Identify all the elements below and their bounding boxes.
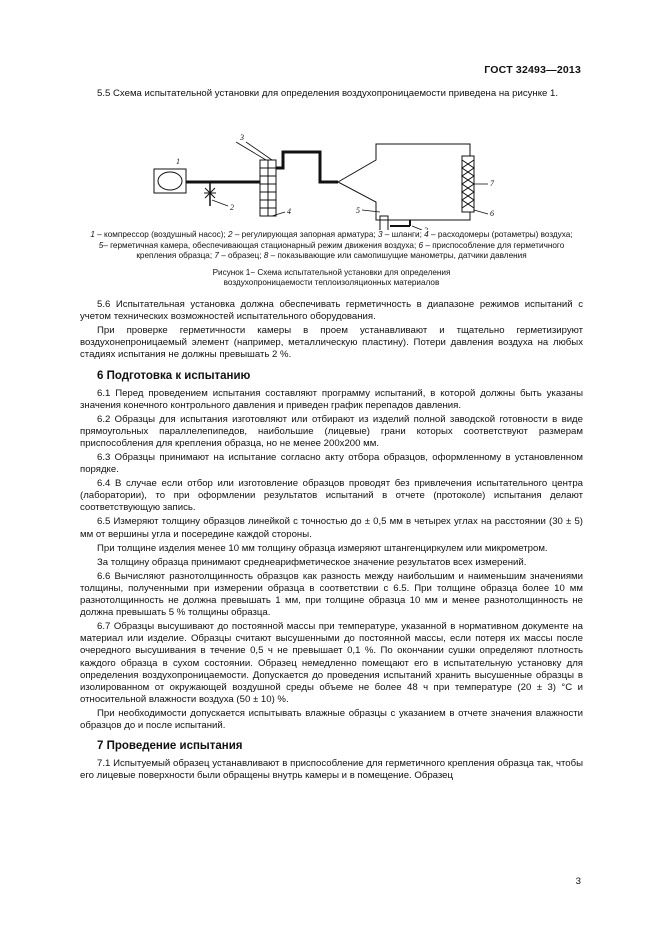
label-4: 4 xyxy=(287,207,291,217)
pressure-gauge xyxy=(380,216,388,230)
paragraph-6-4: 6.4 В случае если отбор или изготовление образцов проводят без привлечения испытательного центра (лаборатории), то при оформлении результатов испытаний в отчете (протоколе) испытания делают соответствующую запись. xyxy=(80,478,583,514)
label-3-bottom xyxy=(423,226,428,230)
test-setup-diagram xyxy=(80,102,583,230)
diagram-svg xyxy=(80,102,583,230)
paragraph-6-5-mean: За толщину образца принимают среднеарифметическое значение результатов всех измерений. xyxy=(97,556,527,568)
leader-4 xyxy=(272,212,285,216)
hose-to-chamber xyxy=(276,152,338,182)
label-5: 5 xyxy=(356,206,360,216)
paragraph-6-5-thin: При толщине изделия менее 10 мм толщину образца измеряют штангенциркулем или микрометром. xyxy=(97,542,548,554)
paragraph-7-1: 7.1 Испытуемый образец устанавливают в приспособление для герметичного крепления образца так, чтобы его лицевые поверхности были обращены внутрь камеры и в помещение. Образец xyxy=(80,758,583,782)
leader-2 xyxy=(212,200,228,206)
paragraph-6-5: 6.5 Измеряют толщину образцов линейкой с точностью до ± 0,5 мм в четырех углах на расстоянии (30 ± 5) мм от вершины угла и посередине каждой стороны. xyxy=(80,516,583,540)
leader-3b xyxy=(412,226,422,230)
section-6-heading: 6 Подготовка к испытанию xyxy=(97,369,251,382)
paragraph-6-7-wet: При необходимости допускается испытывать влажные образцы с указанием в отчете значения влажности образцов до и после испытаний. xyxy=(80,707,583,731)
figure-caption: Рисунок 1− Схема испытательной установки для определения воздухопроницаемости теплоизоляционных материалов xyxy=(212,267,451,288)
label-1: 1 xyxy=(176,157,180,167)
standard-header: ГОСТ 32493—2013 xyxy=(484,64,581,76)
page-content xyxy=(80,88,583,784)
paragraph-6-3: 6.3 Образцы принимают на испытание согласно акту отбора образцов, оформленному в установленном порядке. xyxy=(80,452,583,476)
compressor-ellipse xyxy=(158,172,182,190)
leader-5 xyxy=(362,210,380,212)
compressor-box xyxy=(154,169,186,193)
label-7: 7 xyxy=(490,179,494,189)
paragraph-6-7: 6.7 Образцы высушивают до постоянной массы при температуре, указанной в нормативном документе на материал или изделие. Образцы считают высушенными до постоянной массы, если потеря их массы после очередного высушивания в течение 0,5 ч не превышает 0,1 %. По окончании сушки определяют плотность каждого образца в сухом состоянии. Образец немедленно помещают его в испытательную установку для определения воздухопроницаемости. Допускается до проведения испытаний хранить высушенные образцы в изолированном от окружающей воздушной среды объеме не более 48 ч при температуре (20 ± 3) °С и относительной влажности воздуха (50 ± 10) %. xyxy=(80,621,583,705)
label-6: 6 xyxy=(490,209,494,219)
paragraph-6-1: 6.1 Перед проведением испытания составляют программу испытаний, в которой должны быть указаны значения конечного контрольного давления и приведен график перепадов давления. xyxy=(80,387,583,411)
paragraph-6-6: 6.6 Вычисляют разнотолщинность образцов как разность между наибольшим и наименьшим значениями толщины, полученными при измерении образца в соответствии с 6.5. При толщине образца более 10 мм разнотолщинность не должна превышать 1 мм, при толщине образца 10 мм и менее разнотолщинность не должна превышать 5 % толщины образца. xyxy=(80,570,583,619)
page-number: 3 xyxy=(575,876,581,887)
intro-paragraph: 5.5 Схема испытательной установки для определения воздухопроницаемости приведена на рисунке 1. xyxy=(97,88,559,99)
figure-legend: 1 – компрессор (воздушный насос); 2 – регулирующая запорная арматура; 3 – шланги; 4 – расходомеры (ротаметры) воздуха; 5– герметичная камера, обеспечивающая стационарный режим движения воздуха; 6 – приспособление для герметичного крепления образца; 7 – образец; 8 – показывающие или самопишущие манометры, датчики давления xyxy=(90,230,573,261)
paragraph-5-6-check: При проверке герметичности камеры в проем устанавливают и тщательно герметизируют воздухонепроницаемый элемент (например, металлическую пластину). Потери давления воздуха на любых стадиях испытания не должны превышать 2 %. xyxy=(80,325,583,361)
paragraph-6-2: 6.2 Образцы для испытания изготовляют или отбирают из изделий полной заводской готовности в виде прямоугольных параллелепипедов, наибольшие (лицевые) грани которых соответствуют размерам приспособления для крепления образца, но не менее 200х200 мм. xyxy=(80,413,583,449)
paragraph-5-6: 5.6 Испытательная установка должна обеспечивать герметичность в диапазоне режимов испытаний с учетом технических возможностей испытательного оборудования. xyxy=(80,299,583,323)
label-3-top: 3 xyxy=(240,133,244,143)
label-2: 2 xyxy=(230,203,234,213)
section-7-heading: 7 Проведение испытания xyxy=(97,740,243,753)
leader-3a xyxy=(236,142,266,160)
leader-6 xyxy=(474,210,488,214)
